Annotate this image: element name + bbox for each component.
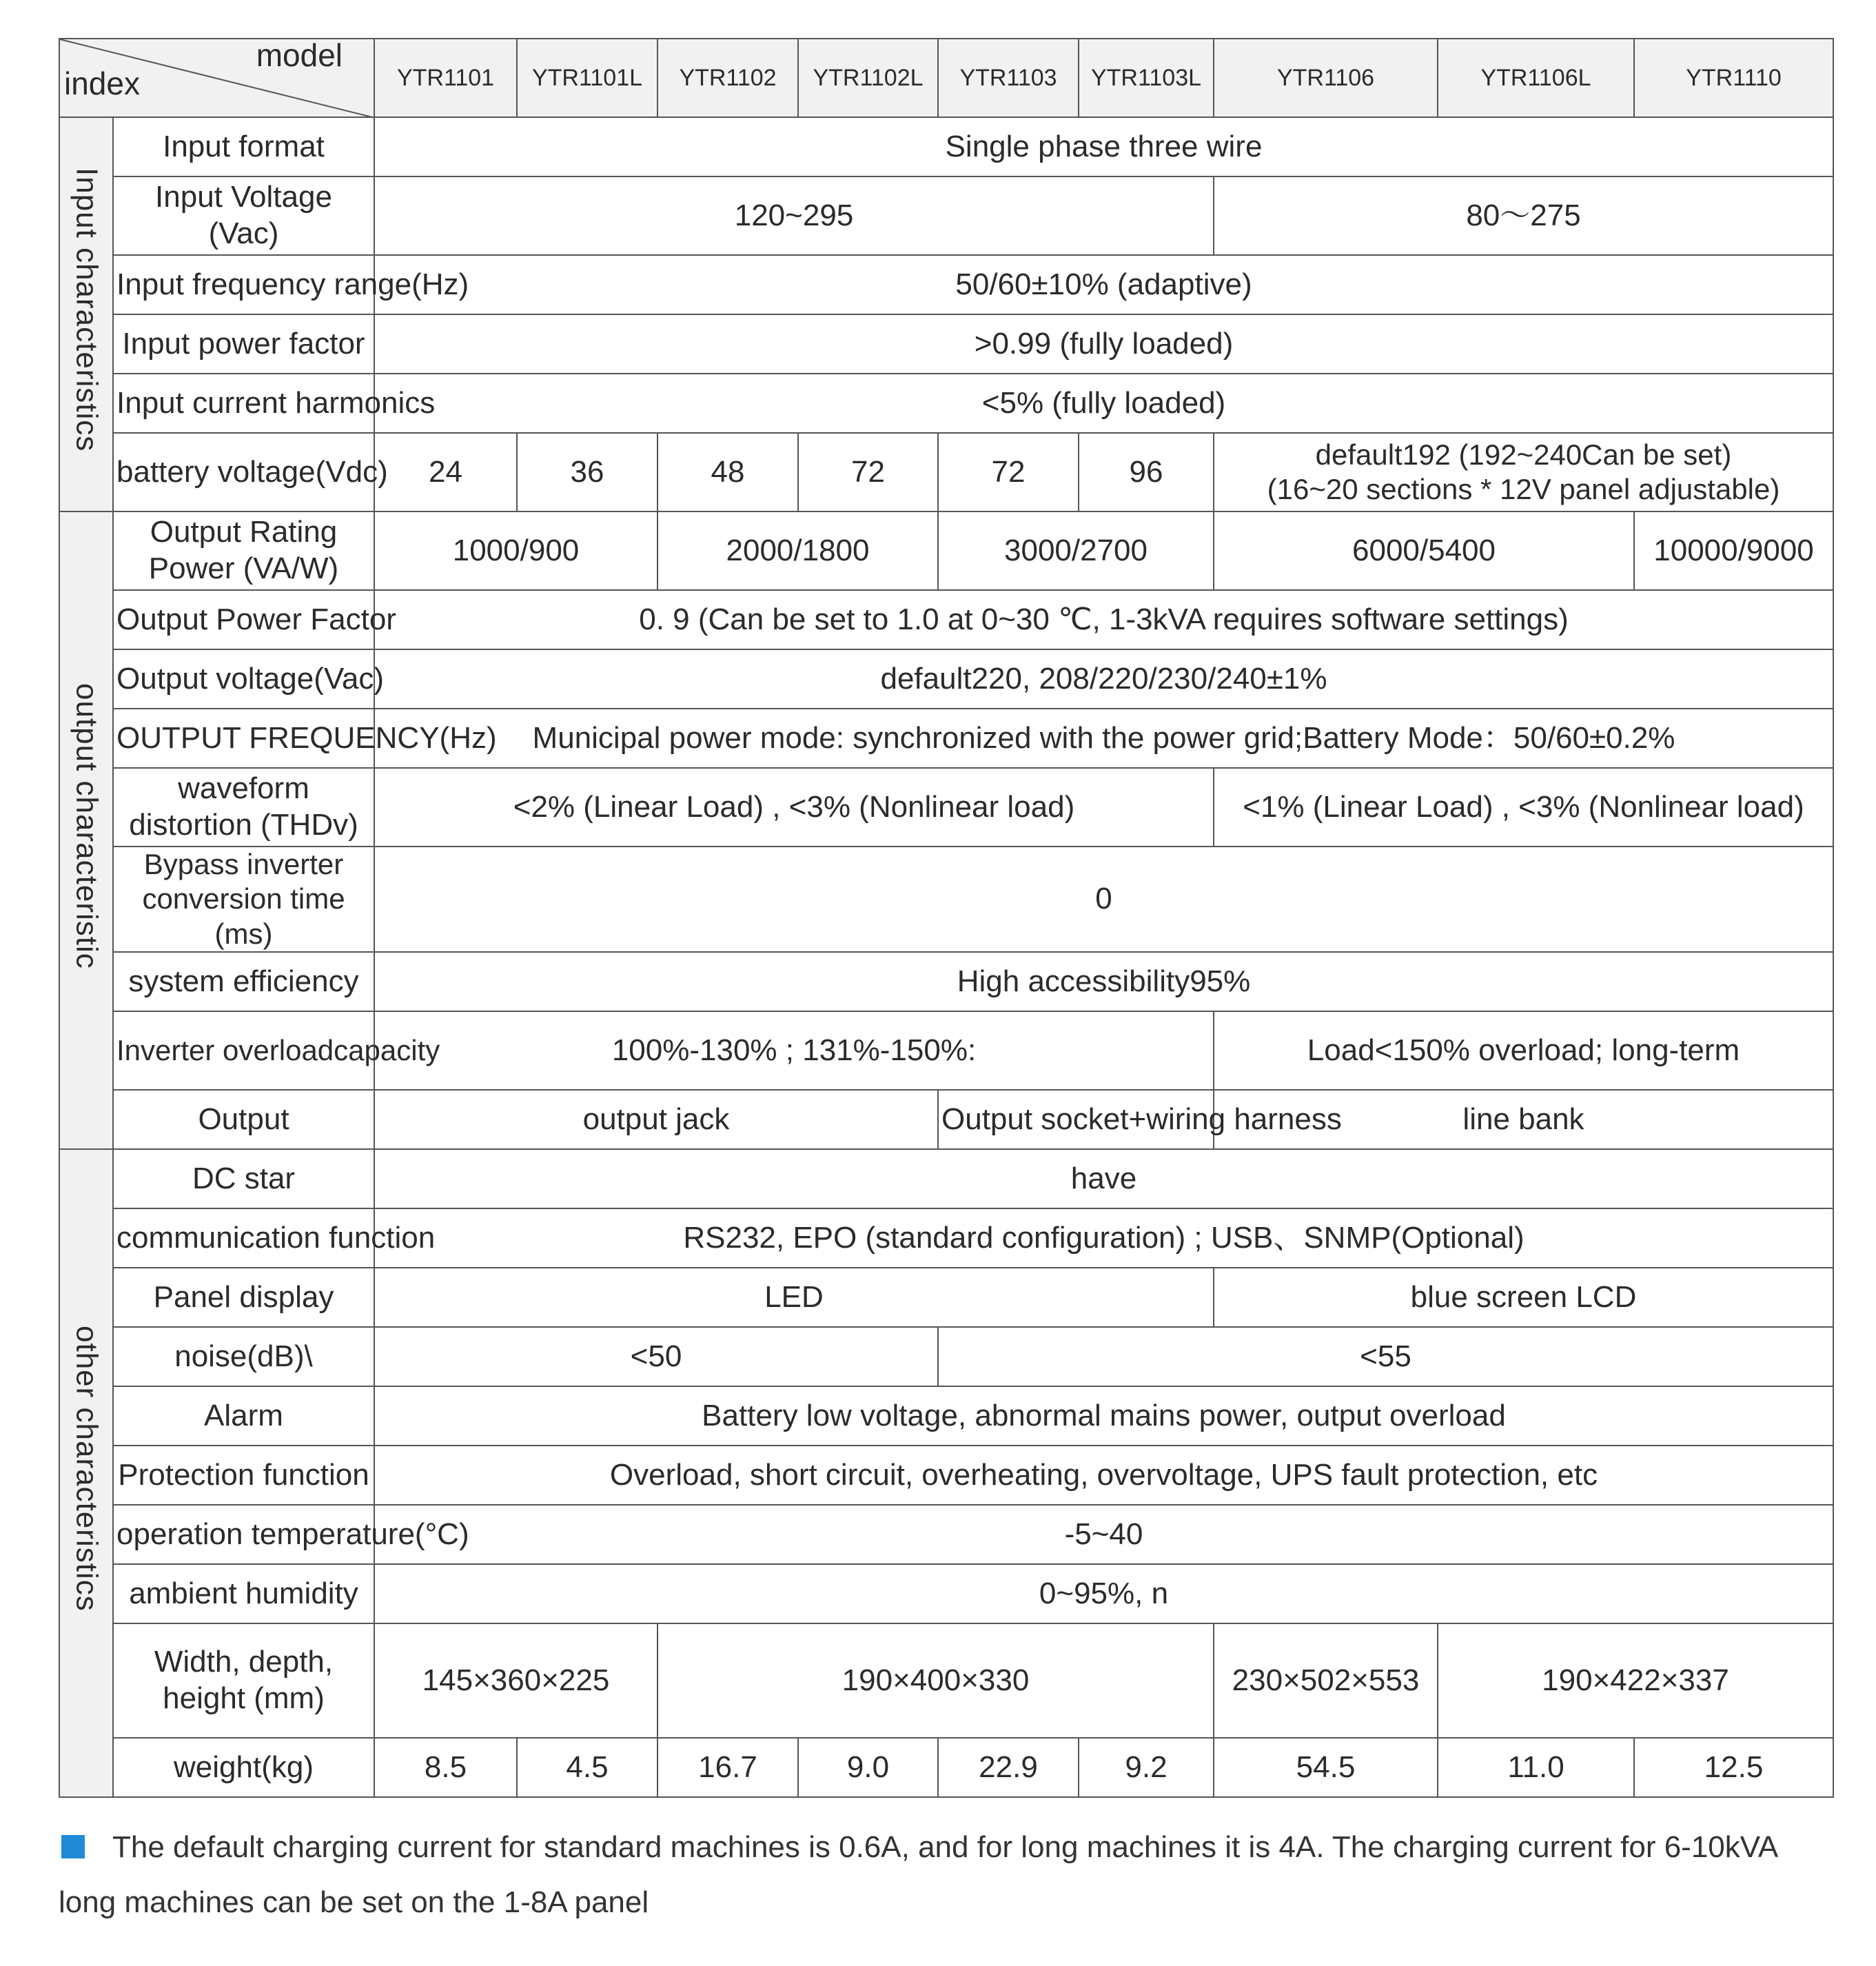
table-row (59, 1090, 1833, 1149)
cell-value: Municipal power mode: synchronized with the power grid;Battery Mode：50/60±0.2% (374, 709, 1833, 768)
cell-value: 8.5 (374, 1738, 517, 1797)
cell-value: 190×400×330 (657, 1623, 1214, 1738)
cell-value: 230×502×553 (1214, 1623, 1438, 1738)
cell-value: 16.7 (657, 1738, 798, 1797)
cell-value: 22.9 (938, 1738, 1079, 1797)
cell-value: line bank (1214, 1090, 1833, 1149)
table-row (59, 314, 1833, 374)
cell-value: 72 (938, 433, 1079, 511)
cell-value: 72 (798, 433, 938, 511)
model-header: YTR1106 (1214, 39, 1438, 117)
row-label: system efficiency (113, 952, 374, 1011)
table-row (59, 1149, 1833, 1208)
table-row (59, 952, 1833, 1011)
table-row (59, 255, 1833, 314)
row-label: Protection function (113, 1446, 374, 1505)
row-label: waveform distortion (THDv) (113, 768, 374, 847)
cell-value: >0.99 (fully loaded) (374, 314, 1833, 374)
table-row (59, 374, 1833, 433)
cell-value: 54.5 (1214, 1738, 1438, 1797)
cell-value: <1% (Linear Load) , <3% (Nonlinear load) (1214, 768, 1833, 847)
cell-value: 11.0 (1438, 1738, 1634, 1797)
cell-value: <50 (374, 1327, 938, 1386)
cell-value: 0. 9 (Can be set to 1.0 at 0~30 ℃, 1-3kVA requires software settings) (374, 590, 1833, 649)
category-label: Input characteristics (70, 168, 104, 452)
row-label: Input frequency range(Hz) (113, 255, 374, 314)
category-output (59, 511, 113, 1149)
cell-value: -5~40 (374, 1505, 1833, 1564)
cell-value: 36 (517, 433, 657, 511)
table-row (59, 117, 1833, 176)
row-label: Output Power Factor (113, 590, 374, 649)
model-header: YTR1101L (517, 39, 657, 117)
cell-value: 80～275 (1214, 176, 1833, 255)
battery-range-line: (16~20 sections * 12V panel adjustable) (1267, 473, 1780, 505)
table-row (59, 847, 1833, 952)
cell-value: 48 (657, 433, 798, 511)
row-label: Input format (113, 117, 374, 176)
square-bullet-icon (61, 1835, 85, 1858)
model-header: YTR1103 (938, 39, 1079, 117)
cell-value: 0 (374, 847, 1833, 952)
row-label: Width, depth, height (mm) (113, 1623, 374, 1738)
cell-value: RS232, EPO (standard configuration) ; USB、SNMP(Optional) (374, 1208, 1833, 1268)
cell-value: have (374, 1149, 1833, 1208)
model-header: YTR1103L (1079, 39, 1214, 117)
model-header: YTR1102L (798, 39, 938, 117)
cell-value: <5% (fully loaded) (374, 374, 1833, 433)
table-row (59, 768, 1833, 847)
cell-value: 4.5 (517, 1738, 657, 1797)
row-label: OUTPUT FREQUENCY(Hz) (113, 709, 374, 768)
row-label: DC star (113, 1149, 374, 1208)
category-input (59, 117, 113, 511)
cell-value: <55 (938, 1327, 1833, 1386)
cell-value: 96 (1079, 433, 1214, 511)
row-label: Input Voltage (Vac) (113, 176, 374, 255)
row-label: communication function (113, 1208, 374, 1268)
cell-value: LED (374, 1268, 1214, 1327)
row-label: Input power factor (113, 314, 374, 374)
cell-value: Output socket+wiring harness (938, 1090, 1214, 1149)
cell-value: <2% (Linear Load) , <3% (Nonlinear load) (374, 768, 1214, 847)
row-label: Output voltage(Vac) (113, 649, 374, 709)
corner-index-label: index (64, 65, 140, 101)
table-row (59, 176, 1833, 255)
cell-value: 3000/2700 (938, 511, 1214, 590)
row-label: battery voltage(Vdc) (113, 433, 374, 511)
row-label: noise(dB)\ (113, 1327, 374, 1386)
row-label: ambient humidity (113, 1564, 374, 1623)
model-header: YTR1101 (374, 39, 517, 117)
table-row (59, 511, 1833, 590)
cell-value: default220, 208/220/230/240±1% (374, 649, 1833, 709)
row-label: Output (113, 1090, 374, 1149)
table-row (59, 1505, 1833, 1564)
footnote-text: The default charging current for standard machines is 0.6A, and for long machines it is 4A. The charging current for 6-10kVA long machines can be set on the 1-8A panel (59, 1830, 1777, 1919)
cell-value: High accessibility95% (374, 952, 1833, 1011)
table-row (59, 1327, 1833, 1386)
table-row (59, 1446, 1833, 1505)
row-label: Inverter overloadcapacity (113, 1011, 374, 1090)
cell-value: Battery low voltage, abnormal mains power, output overload (374, 1386, 1833, 1446)
model-header: YTR1102 (657, 39, 798, 117)
battery-range-cell (1214, 433, 1833, 511)
table-row (59, 1623, 1833, 1738)
cell-value: 100%-130% ; 131%-150%: (374, 1011, 1214, 1090)
cell-value: output jack (374, 1090, 938, 1149)
cell-value: 6000/5400 (1214, 511, 1634, 590)
corner-cell (59, 39, 374, 117)
table-row (59, 1208, 1833, 1268)
category-label: output characteristic (70, 682, 104, 969)
row-label: Alarm (113, 1386, 374, 1446)
table-row (59, 1268, 1833, 1327)
row-label: operation temperature(°C) (113, 1505, 374, 1564)
row-label: Input current harmonics (113, 374, 374, 433)
category-label: other characteristics (70, 1326, 104, 1612)
row-label: Bypass inverter conversion time (ms) (113, 847, 374, 952)
cell-value: 0~95%, n (374, 1564, 1833, 1623)
model-header: YTR1106L (1438, 39, 1634, 117)
battery-range-line: default192 (192~240Can be set) (1315, 438, 1732, 471)
cell-value: 9.2 (1079, 1738, 1214, 1797)
table-row (59, 1738, 1833, 1797)
row-label: weight(kg) (113, 1738, 374, 1797)
cell-value: Single phase three wire (374, 117, 1833, 176)
cell-value: Load<150% overload; long-term (1214, 1011, 1833, 1090)
cell-value: Overload, short circuit, overheating, overvoltage, UPS fault protection, etc (374, 1446, 1833, 1505)
table-row (59, 1386, 1833, 1446)
cell-value: 12.5 (1634, 1738, 1833, 1797)
row-label: Panel display (113, 1268, 374, 1327)
row-label: Output Rating Power (VA/W) (113, 511, 374, 590)
table-row (59, 649, 1833, 709)
model-header: YTR1110 (1634, 39, 1833, 117)
table-row (59, 1564, 1833, 1623)
cell-value: 24 (374, 433, 517, 511)
header-row (59, 39, 1833, 117)
table-row (59, 1011, 1833, 1090)
spec-table (59, 38, 1834, 1798)
category-other (59, 1149, 113, 1797)
cell-value: 9.0 (798, 1738, 938, 1797)
table-row (59, 433, 1833, 511)
corner-model-label: model (256, 37, 343, 73)
cell-value: 1000/900 (374, 511, 657, 590)
cell-value: 145×360×225 (374, 1623, 657, 1738)
table-row (59, 590, 1833, 649)
cell-value: blue screen LCD (1214, 1268, 1833, 1327)
cell-value: 190×422×337 (1438, 1623, 1833, 1738)
cell-value: 10000/9000 (1634, 511, 1833, 590)
cell-value: 120~295 (374, 176, 1214, 255)
cell-value: 2000/1800 (657, 511, 938, 590)
table-row (59, 709, 1833, 768)
footnote (59, 1820, 1823, 1930)
cell-value: 50/60±10% (adaptive) (374, 255, 1833, 314)
